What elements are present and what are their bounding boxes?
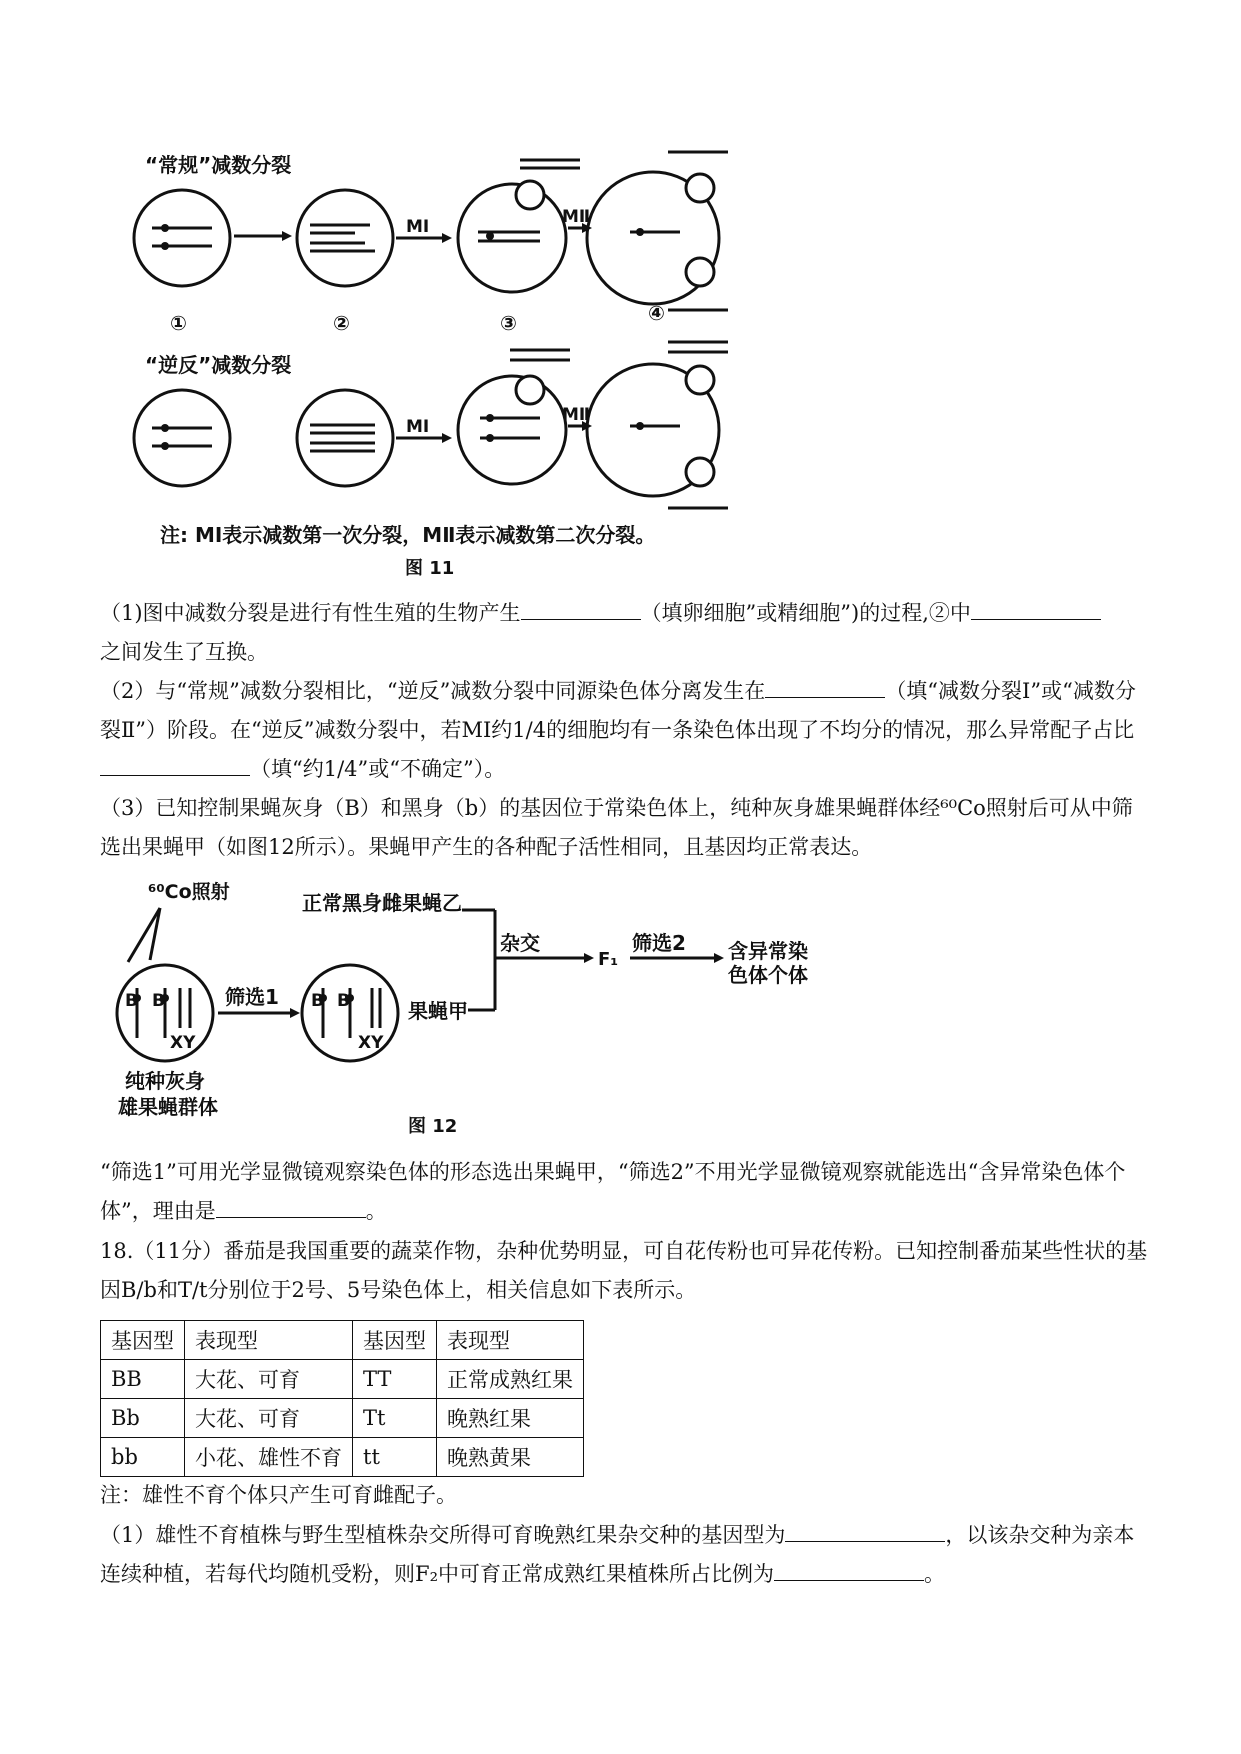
q17-part3 bbox=[100, 789, 1150, 867]
abnormal-label-line1: 含异常染 bbox=[728, 939, 808, 963]
answer-blank-4[interactable] bbox=[100, 753, 250, 776]
stage-label-1: ① bbox=[170, 311, 187, 335]
table-cell: 正常成熟红果 bbox=[437, 1360, 584, 1399]
figure-11 bbox=[0, 0, 1241, 590]
q17-p1c: 之间发生了互换。 bbox=[100, 640, 268, 664]
stage-label-2: ② bbox=[333, 311, 350, 335]
cell-1 bbox=[134, 190, 230, 286]
gene-b-1: B bbox=[125, 991, 138, 1011]
m1-label-row2: MⅠ bbox=[406, 417, 430, 437]
cell-2 bbox=[297, 190, 393, 286]
fly-jia-label: 果蝇甲 bbox=[408, 999, 468, 1023]
table-cell: tt bbox=[353, 1438, 437, 1477]
q17-p2c: （填“约1/4”或“不确定”）。 bbox=[250, 757, 506, 781]
q18-note bbox=[100, 1476, 1150, 1515]
table-header-row bbox=[101, 1321, 584, 1360]
table-row bbox=[101, 1360, 584, 1399]
q18-part1 bbox=[100, 1516, 1150, 1594]
table-cell: BB bbox=[101, 1360, 185, 1399]
gene-b-4: B bbox=[337, 991, 350, 1011]
normal-black-female-label: 正常黑身雌果蝇乙 bbox=[302, 891, 462, 915]
q18-p1a: （1）雄性不育植株与野生型植株杂交所得可育晚熟红果杂交种的基因型为 bbox=[100, 1523, 786, 1547]
table-cell: TT bbox=[353, 1360, 437, 1399]
answer-blank-3[interactable] bbox=[765, 675, 885, 698]
label-normal-meiosis: “常规”减数分裂 bbox=[145, 153, 292, 177]
table-header-cell: 表现型 bbox=[437, 1321, 584, 1360]
table-cell: 大花、可育 bbox=[185, 1399, 353, 1438]
table-header-cell: 表现型 bbox=[185, 1321, 353, 1360]
q18-p1c: 。 bbox=[924, 1562, 945, 1586]
irradiation-label: ⁶⁰Co照射 bbox=[148, 881, 230, 903]
table-cell: 晚熟黄果 bbox=[437, 1438, 584, 1477]
cell-r3 bbox=[458, 376, 566, 484]
answer-blank-7[interactable] bbox=[774, 1558, 924, 1581]
q17-p4a: “筛选1”可用光学显微镜观察染色体的形态选出果蝇甲，“筛选2”不用光学显微镜观察就能选出“含异常染色体个体”，理由是 bbox=[100, 1160, 1126, 1223]
q17-p1b: （填卵细胞”或精细胞”)的过程,②中 bbox=[640, 601, 971, 625]
table-cell: 晚熟红果 bbox=[437, 1399, 584, 1438]
q17-part2 bbox=[100, 672, 1150, 789]
abnormal-label-line2: 色体个体 bbox=[728, 963, 808, 987]
q17-part4 bbox=[100, 1153, 1150, 1231]
cell-3 bbox=[458, 184, 566, 292]
answer-blank-1[interactable] bbox=[521, 597, 641, 620]
screen2-label: 筛选2 bbox=[632, 931, 686, 955]
answer-blank-2[interactable] bbox=[971, 597, 1101, 620]
answer-blank-6[interactable] bbox=[785, 1519, 945, 1542]
male-population-label: 雄果蝇群体 bbox=[118, 1095, 218, 1119]
q17-p4b: 。 bbox=[365, 1199, 387, 1223]
sex-xy-2: XY bbox=[358, 1033, 384, 1053]
cross-label: 杂交 bbox=[500, 931, 540, 955]
f1-label: F₁ bbox=[598, 949, 619, 970]
table-header-cell: 基因型 bbox=[353, 1321, 437, 1360]
q17-p3: （3）已知控制果蝇灰身（B）和黑身（b）的基因位于常染色体上，纯种灰身雄果蝇群体经⁶⁰Co照射后可从中筛选出果蝇甲（如图12所示）。果蝇甲产生的各种配子活性相同，且基因均正常表达。 bbox=[100, 796, 1133, 859]
gene-b-3: B bbox=[311, 991, 324, 1011]
table-cell: 大花、可育 bbox=[185, 1360, 353, 1399]
table-row bbox=[101, 1438, 584, 1477]
q17-p1a: （1)图中减数分裂是进行有性生殖的生物产生 bbox=[100, 601, 521, 625]
screen1-label: 筛选1 bbox=[225, 985, 279, 1009]
table-header-cell: 基因型 bbox=[101, 1321, 185, 1360]
m2-label-row1: MⅡ bbox=[562, 207, 591, 227]
stage-label-3: ③ bbox=[500, 311, 517, 335]
genotype-table bbox=[100, 1320, 584, 1477]
cell-r2 bbox=[297, 390, 393, 486]
table-cell: Tt bbox=[353, 1399, 437, 1438]
q17-p2a: （2）与“常规”减数分裂相比，“逆反”减数分裂中同源染色体分离发生在 bbox=[100, 679, 766, 703]
sex-xy-1: XY bbox=[170, 1033, 196, 1053]
q17-part1 bbox=[100, 594, 1150, 672]
m1-label-row1: MⅠ bbox=[406, 217, 430, 237]
q17-p2b: （填“减数分裂Ⅰ”或“减数分裂Ⅱ”）阶段。在“逆反”减数分裂中，若MI约1/4的细胞均有一条染色体出现了不均分的情况，那么异常配子占比 bbox=[100, 679, 1136, 742]
stage-label-4: ④ bbox=[648, 301, 665, 325]
figure11-note: 注: MⅠ表示减数第一次分裂，MⅡ表示减数第二次分裂。 bbox=[160, 523, 656, 547]
figure12-caption: 图 12 bbox=[408, 1116, 458, 1137]
table-cell: 小花、雄性不育 bbox=[185, 1438, 353, 1477]
figure-12 bbox=[0, 870, 1241, 1140]
label-reverse-meiosis: “逆反”减数分裂 bbox=[145, 353, 292, 377]
gene-b-2: B bbox=[152, 991, 165, 1011]
q18-intro bbox=[100, 1232, 1150, 1310]
q18-intro-text: 18.（11分）番茄是我国重要的蔬菜作物，杂种优势明显，可自花传粉也可异花传粉。已知控制番茄某些性状的基因B/b和T/t分别位于2号、5号染色体上，相关信息如下表所示。 bbox=[100, 1239, 1148, 1302]
figure11-caption: 图 11 bbox=[405, 558, 455, 579]
q18-note-text: 注：雄性不育个体只产生可育雌配子。 bbox=[100, 1483, 457, 1507]
m2-label-row2: MⅡ bbox=[562, 405, 591, 425]
answer-blank-5[interactable] bbox=[216, 1195, 366, 1218]
cell-r1 bbox=[134, 390, 230, 486]
table-cell: bb bbox=[101, 1438, 185, 1477]
pure-gray-label: 纯种灰身 bbox=[125, 1069, 205, 1093]
table-row bbox=[101, 1399, 584, 1438]
table-cell: Bb bbox=[101, 1399, 185, 1438]
q18-p1b: ，以该杂交种为亲本连续种植，若每代均随机受粉，则F₂中可育正常成熟红果植株所占比例为 bbox=[100, 1523, 1135, 1586]
